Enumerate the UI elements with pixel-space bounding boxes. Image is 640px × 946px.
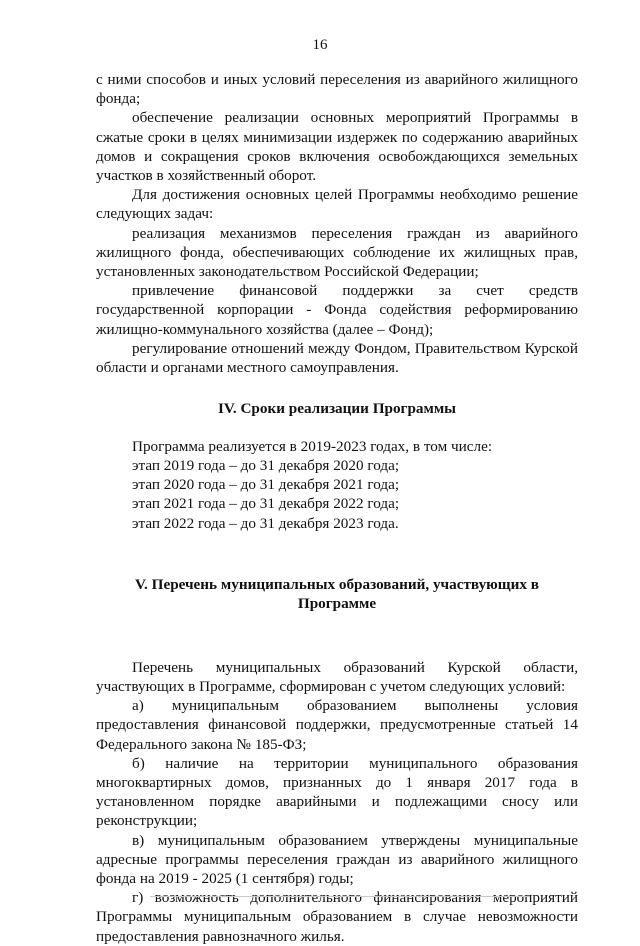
paragraph: привлечение финансовой поддержки за счет средств государственной корпорации - Фонда содействия реформированию жилищно-коммунального хозяйства (далее – Фонд); bbox=[96, 282, 578, 338]
condition-item: в) муниципальным образованием утверждены муниципальные адресные программы переселения граждан из аварийного жилищного фонда на 2019 - 2025 (1 сентября) годы; bbox=[96, 831, 578, 887]
paragraph: Перечень муниципальных образований Курской области, участвующих в Программе, сформирован с учетом следующих условий: bbox=[96, 658, 578, 695]
condition-item: а) муниципальным образованием выполнены условия предоставления финансовой поддержки, предусмотренные статьей 14 Федерального закона № 185-ФЗ; bbox=[96, 697, 578, 753]
paragraph: Программа реализуется в 2019-2023 годах, в том числе: bbox=[132, 437, 493, 455]
section-heading-4: IV. Сроки реализации Программы bbox=[217, 400, 457, 418]
stage-item: этап 2021 года – до 31 декабря 2022 года; bbox=[132, 495, 400, 513]
section-heading-5 bbox=[96, 575, 578, 614]
paragraph: реализация механизмов переселения граждан из аварийного жилищного фонда, обеспечивающих соблюдение их жилищных прав, установленных законодательством Российской Федерации; bbox=[96, 224, 578, 281]
section-heading-5-line2: Программе bbox=[297, 595, 377, 613]
paragraph: обеспечение реализации основных мероприятий Программы в сжатые сроки в целях минимизации издержек по содержанию аварийных домов и сокращения сроков включения освобождающихся земельных участков в хозяйственный оборот. bbox=[96, 109, 578, 185]
condition-item: б) наличие на территории муниципального образования многоквартирных домов, признанных до 1 января 2017 года в установленном порядке аварийными и подлежащими сносу или реконструкции; bbox=[96, 754, 578, 830]
stage-item: этап 2019 года – до 31 декабря 2020 года; bbox=[132, 456, 400, 474]
paragraph: регулирование отношений между Фондом, Правительством Курской области и органами местного самоуправления. bbox=[96, 339, 578, 377]
page-number: 16 bbox=[312, 37, 328, 53]
document-body bbox=[96, 70, 578, 946]
scan-edge-line bbox=[150, 896, 530, 897]
section-heading-5-line1: V. Перечень муниципальных образований, участвующих в bbox=[135, 575, 539, 593]
paragraph: Для достижения основных целей Программы необходимо решение следующих задач: bbox=[96, 186, 578, 223]
stage-item: этап 2022 года – до 31 декабря 2023 года. bbox=[132, 514, 399, 532]
stage-item: этап 2020 года – до 31 декабря 2021 года; bbox=[132, 476, 400, 494]
condition-item: г) возможность дополнительного финансирования мероприятий Программы муниципальным образованием в случае невозможности предоставления равнозначного жилья. bbox=[96, 889, 578, 945]
paragraph: с ними способов и иных условий переселения из аварийного жилищного фонда; bbox=[96, 71, 578, 108]
